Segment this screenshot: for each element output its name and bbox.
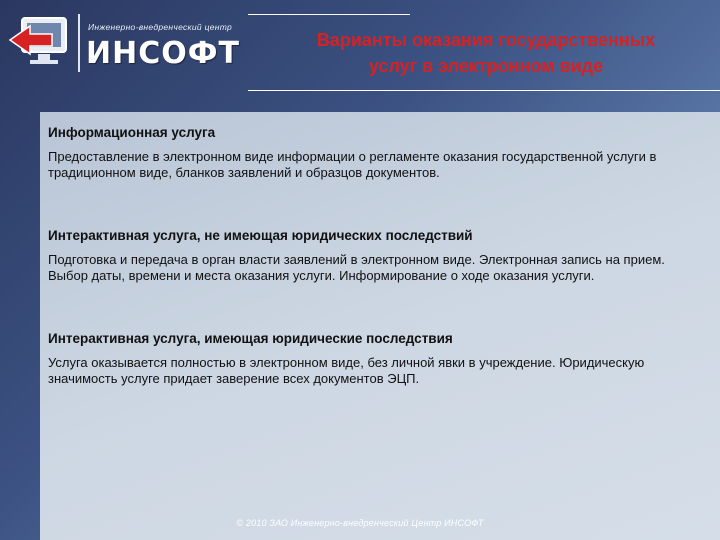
section-information-service — [48, 125, 668, 181]
footer-copyright: © 2010 ЗАО Инженерно-внедренческий Центр ИНСОФТ — [236, 518, 484, 528]
title-rule-top — [248, 14, 410, 15]
section-interactive-no-legal — [48, 228, 668, 284]
section-heading: Интерактивная услуга, не имеющая юридических последствий — [48, 228, 473, 243]
slide-title-line-1: Варианты оказания государственных — [316, 30, 656, 50]
monitor-arrow-icon — [8, 14, 70, 74]
section-text: Предоставление в электронном виде информации о регламенте оказания государственной услуги в традиционном виде, бланков заявлений и образцов документов. — [48, 149, 657, 180]
section-interactive-legal — [48, 331, 668, 387]
logo-name: ИНСОФТ — [86, 36, 240, 71]
title-rule-bottom — [248, 90, 720, 91]
logo-tagline: Инженерно-внедренческий центр — [88, 22, 233, 32]
logo-divider — [78, 14, 80, 72]
section-heading: Информационная услуга — [48, 125, 216, 140]
section-text: Подготовка и передача в орган власти заявлений в электронном виде. Электронная запись на прием. Выбор даты, времени и места оказания услуги. Информирование о ходе оказания услуги. — [48, 252, 665, 283]
slide-title-line-2: услуг в электронном виде — [368, 56, 604, 76]
section-text: Услуга оказывается полностью в электронном виде, без личной явки в учреждение. Юридическую значимость услуге придает заверение всех документов ЭЦП. — [48, 355, 645, 386]
company-logo — [6, 12, 246, 80]
section-heading: Интерактивная услуга, имеющая юридические последствия — [48, 331, 453, 346]
slide-title — [262, 27, 710, 79]
